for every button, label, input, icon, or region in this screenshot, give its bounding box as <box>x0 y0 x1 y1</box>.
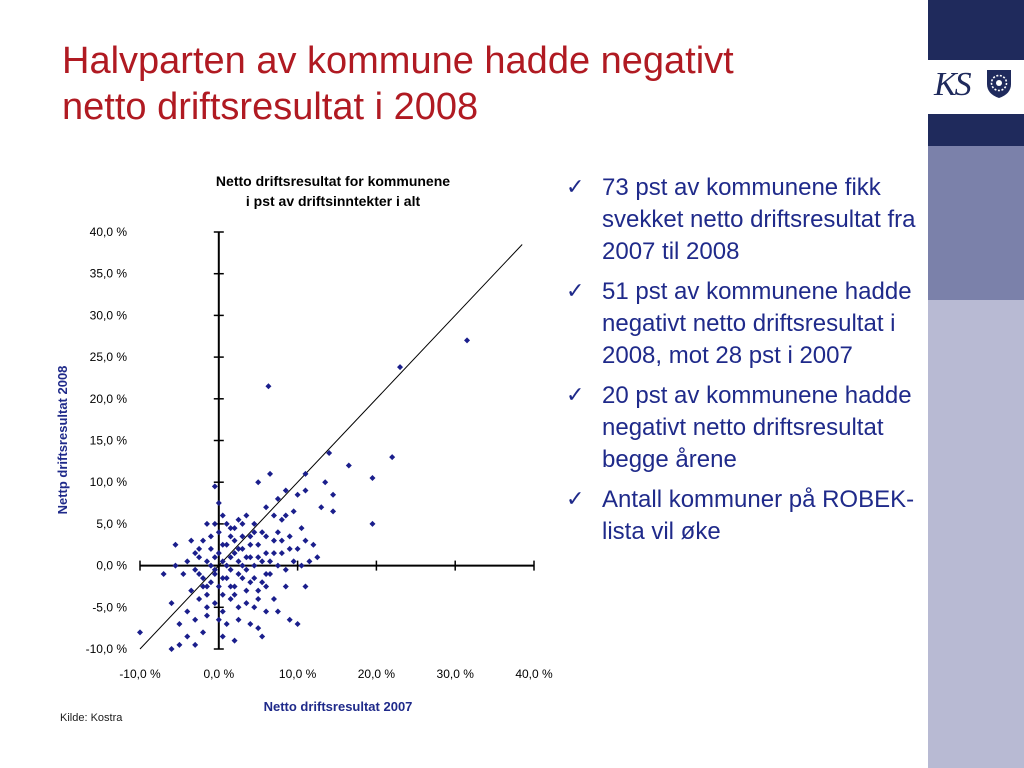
data-point <box>255 588 261 594</box>
data-point <box>291 558 297 564</box>
data-point <box>180 571 186 577</box>
data-point <box>247 542 253 548</box>
x-tick-label: 20,0 % <box>357 667 396 681</box>
data-point <box>251 563 257 569</box>
data-point <box>169 600 175 606</box>
data-point <box>314 554 320 560</box>
data-point <box>216 529 222 535</box>
data-point <box>271 513 277 519</box>
data-point <box>212 554 218 560</box>
data-point <box>220 513 226 519</box>
x-tick-label: 0,0 % <box>203 667 235 681</box>
data-point <box>176 642 182 648</box>
check-icon: ✓ <box>566 383 585 408</box>
check-icon: ✓ <box>566 175 585 200</box>
data-point <box>228 567 234 573</box>
data-point <box>184 608 190 614</box>
data-point <box>243 588 249 594</box>
seal-icon <box>982 66 1016 100</box>
data-point <box>172 563 178 569</box>
data-point <box>279 550 285 556</box>
data-point <box>204 558 210 564</box>
data-point <box>243 600 249 606</box>
data-point <box>251 575 257 581</box>
data-point <box>259 579 265 585</box>
data-point <box>204 613 210 619</box>
data-point <box>172 542 178 548</box>
data-point <box>196 546 202 552</box>
data-point <box>369 475 375 481</box>
data-point <box>208 579 214 585</box>
bullet-text: 20 pst av kommunene hadde negativt netto driftsresultat begge årene <box>602 382 912 473</box>
x-axis-label: Netto driftsresultat 2007 <box>263 699 413 714</box>
data-point <box>279 538 285 544</box>
data-point <box>263 504 269 510</box>
data-point <box>295 546 301 552</box>
data-point <box>216 500 222 506</box>
data-point <box>196 554 202 560</box>
y-tick-label: -10,0 % <box>85 642 127 656</box>
data-point <box>369 521 375 527</box>
data-point <box>212 521 218 527</box>
data-point <box>263 583 269 589</box>
data-point <box>247 621 253 627</box>
data-point <box>224 621 230 627</box>
data-point <box>212 600 218 606</box>
x-tick-label: -10,0 % <box>119 667 161 681</box>
side-band-dark-lower <box>928 114 1024 146</box>
data-point <box>212 483 218 489</box>
data-point <box>200 629 206 635</box>
data-point <box>161 571 167 577</box>
bullet-text: 51 pst av kommunene hadde negativt netto driftsresultat i 2008, mot 28 pst i 2007 <box>602 278 912 369</box>
data-point <box>220 592 226 598</box>
data-point <box>275 529 281 535</box>
data-point <box>247 579 253 585</box>
data-point <box>397 364 403 370</box>
data-point <box>267 558 273 564</box>
y-tick-label: -5,0 % <box>92 600 127 615</box>
data-point <box>236 617 242 623</box>
data-point <box>287 533 293 539</box>
data-point <box>255 625 261 631</box>
y-tick-label: 35,0 % <box>89 266 127 281</box>
x-tick-label: 10,0 % <box>278 667 317 681</box>
data-point <box>137 629 143 635</box>
x-tick-label: 40,0 % <box>515 667 553 681</box>
y-tick-label: 30,0 % <box>89 308 127 323</box>
data-point <box>192 642 198 648</box>
data-point <box>243 567 249 573</box>
y-tick-label: 40,0 % <box>89 225 127 239</box>
data-point <box>236 517 242 523</box>
data-point <box>232 638 238 644</box>
data-point <box>204 592 210 598</box>
bullet-list <box>566 172 916 556</box>
data-point <box>271 538 277 544</box>
data-point <box>255 596 261 602</box>
data-point <box>306 558 312 564</box>
y-tick-label: 10,0 % <box>89 475 127 490</box>
y-tick-label: 5,0 % <box>96 516 127 531</box>
data-point <box>318 504 324 510</box>
data-point <box>265 383 271 389</box>
slide-title-line-1: Halvparten av kommune hadde negativt <box>62 40 734 82</box>
bullet-item <box>566 276 916 372</box>
data-point <box>279 517 285 523</box>
data-point <box>263 550 269 556</box>
data-point <box>232 525 238 531</box>
data-point <box>184 558 190 564</box>
data-point <box>239 575 245 581</box>
data-point <box>184 633 190 639</box>
data-point <box>464 337 470 343</box>
data-point <box>239 563 245 569</box>
data-point <box>236 558 242 564</box>
side-band-light <box>928 300 1024 768</box>
data-point <box>220 542 226 548</box>
data-point <box>263 608 269 614</box>
data-point <box>216 583 222 589</box>
data-point <box>228 596 234 602</box>
data-point <box>259 529 265 535</box>
data-point <box>291 508 297 514</box>
data-point <box>295 492 301 498</box>
scatter-chart <box>0 150 570 715</box>
data-point <box>275 563 281 569</box>
bullet-text: 73 pst av kommunene fikk svekket netto driftsresultat fra 2007 til 2008 <box>602 174 916 265</box>
data-point <box>200 538 206 544</box>
data-point <box>228 533 234 539</box>
y-tick-label: 20,0 % <box>89 391 127 406</box>
ks-logo: KS <box>934 66 970 103</box>
check-icon: ✓ <box>566 487 585 512</box>
data-point <box>169 646 175 652</box>
data-point <box>220 608 226 614</box>
y-axis-label: Nettp driftsresultat 2008 <box>55 365 70 515</box>
data-point <box>243 554 249 560</box>
data-point <box>192 567 198 573</box>
data-point <box>236 571 242 577</box>
data-point <box>330 492 336 498</box>
data-point <box>346 463 352 469</box>
data-point <box>271 550 277 556</box>
data-point <box>310 542 316 548</box>
data-point <box>283 513 289 519</box>
data-point <box>295 621 301 627</box>
data-point <box>322 479 328 485</box>
bullet-item <box>566 172 916 268</box>
y-tick-label: 0,0 % <box>96 558 127 573</box>
source-note: Kilde: Kostra <box>60 712 123 724</box>
data-point <box>239 521 245 527</box>
data-point <box>192 550 198 556</box>
data-point <box>275 608 281 614</box>
data-point <box>208 563 214 569</box>
data-point <box>330 508 336 514</box>
data-point <box>220 633 226 639</box>
data-point <box>208 533 214 539</box>
data-point <box>251 604 257 610</box>
data-point <box>236 604 242 610</box>
data-point <box>196 596 202 602</box>
data-point <box>204 521 210 527</box>
data-point <box>271 596 277 602</box>
data-point <box>263 533 269 539</box>
data-point <box>176 621 182 627</box>
side-band-dark <box>928 0 1024 60</box>
x-tick-label: 30,0 % <box>436 667 474 681</box>
data-point <box>302 488 308 494</box>
data-point <box>220 575 226 581</box>
bullet-text: Antall kommuner på ROBEK-lista vil øke <box>602 486 915 545</box>
data-point <box>204 604 210 610</box>
data-point <box>302 538 308 544</box>
bullet-item <box>566 380 916 476</box>
data-point <box>188 538 194 544</box>
data-point <box>232 538 238 544</box>
data-point <box>299 563 305 569</box>
slide-title-line-2: netto driftsresultat i 2008 <box>62 86 479 128</box>
chart-title-line: i pst av driftsinntekter i alt <box>245 193 421 209</box>
check-icon: ✓ <box>566 279 585 304</box>
data-point <box>259 558 265 564</box>
data-point <box>255 479 261 485</box>
data-point <box>302 583 308 589</box>
data-point <box>259 633 265 639</box>
data-point <box>224 563 230 569</box>
reference-line <box>140 245 522 649</box>
data-point <box>196 571 202 577</box>
data-point <box>255 554 261 560</box>
chart-title-line: Netto driftsresultat for kommunene <box>215 173 451 189</box>
data-point <box>224 521 230 527</box>
data-point <box>263 571 269 577</box>
bullet-item <box>566 484 916 548</box>
y-tick-label: 15,0 % <box>89 433 127 448</box>
data-point <box>228 583 234 589</box>
side-band-mid <box>928 146 1024 300</box>
data-point <box>287 617 293 623</box>
data-point <box>267 471 273 477</box>
y-tick-label: 25,0 % <box>89 350 127 365</box>
data-point <box>216 617 222 623</box>
data-point <box>216 550 222 556</box>
data-point <box>283 583 289 589</box>
data-point <box>255 542 261 548</box>
data-point <box>243 513 249 519</box>
data-point <box>232 592 238 598</box>
data-point <box>389 454 395 460</box>
data-point <box>208 546 214 552</box>
data-point <box>287 546 293 552</box>
data-point <box>283 567 289 573</box>
slide-title <box>62 38 922 130</box>
data-point <box>192 617 198 623</box>
data-point <box>299 525 305 531</box>
